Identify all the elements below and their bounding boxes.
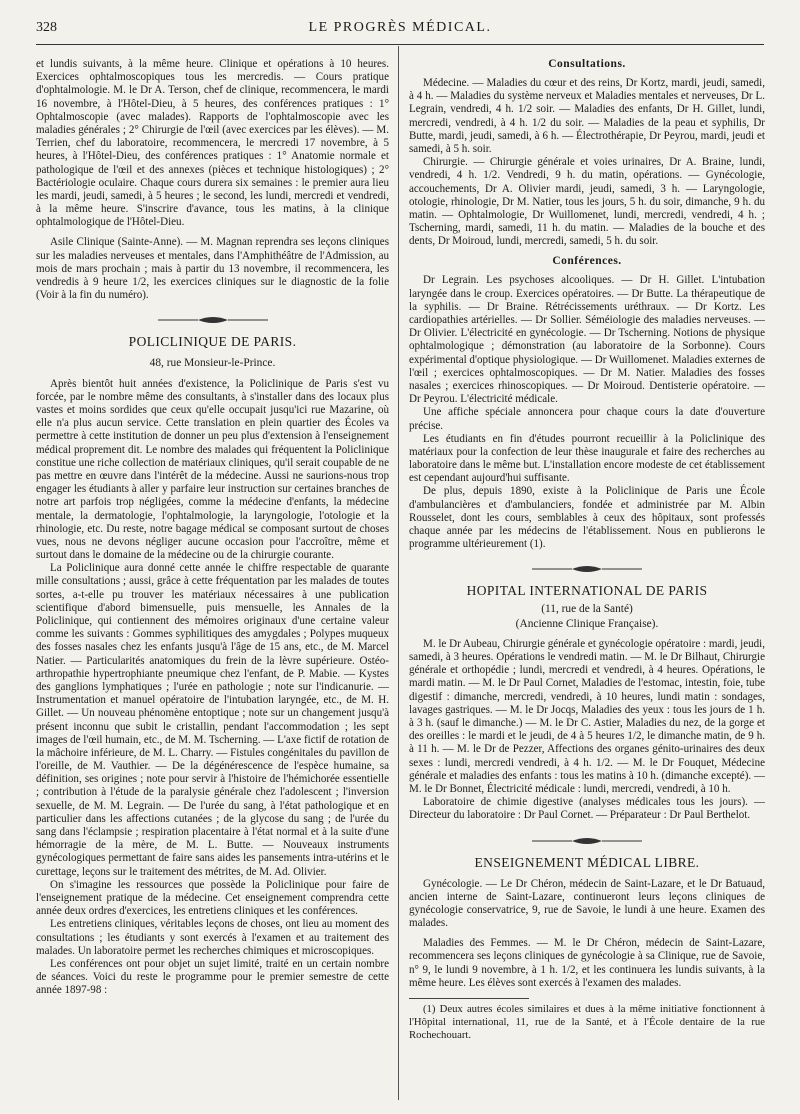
ornament-divider [158,316,268,324]
right-column [409,58,765,1100]
paragraph-policlinique-4: Les entretiens cliniques, véritables leçons de choses, ont lieu au moment des consultations ; les étudiants y sont exercés à l'examen et au traitement des malades. Un laboratoire permet les recherches chimiques et microscopiques. [36,918,389,957]
paragraph-consult-medecine: Médecine. — Maladies du cœur et des reins, Dr Kortz, mardi, jeudi, samedi, à 4 h. — Maladies du système nerveux et Maladies mentales et nerveuses, Dr L. Legrain, vendredi, 4 h. 1/2 soir. — Maladies des enfants, Dr H. Gillet, lundi, mercredi, vendredi, à 4 h. 1/2 du soir. — Maladies de la peau et syphilis, Dr Butte, mardi, jeudi, samedi, à 6 h. — Électrothérapie, Dr Peyrou, mardi, jeudi et samedi, à 5 h. soir. [409,77,765,155]
consultations-title: Consultations. [548,58,626,70]
paragraph-policlinique-5: Les conférences ont pour objet un sujet limité, traité en un certain nombre de séances. Voici du reste le programme pour le premier semestre de cette année 1897-98 : [36,957,389,997]
hopital-subtitle: (Ancienne Clinique Française). [515,617,659,630]
ornament-divider [532,565,642,573]
conferences-title: Conférences. [552,255,622,268]
section-title-enseignement: ENSEIGNEMENT MÉDICAL LIBRE. [474,854,700,870]
paragraph-gynecologie: Gynécologie. — Le Dr Chéron, médecin de Saint-Lazare, et le Dr Batuaud, ancien interne de Saint-Lazare, continueront leurs leçons cliniques de gynécologie conservatrice, 9, rue de Savoie, le lundi à une heure. Examen des malades. [409,877,765,930]
section-title-hopital: HOPITAL INTERNATIONAL DE PARIS [466,583,708,599]
section-title-policlinique: POLICLINIQUE DE PARIS. [128,334,297,350]
paragraph-policlinique-2: La Policlinique aura donné cette année le chiffre respectable de quarante mille consultations ; aussi, grâce à cette fréquentation par les malades de toutes sortes, a-t-elle pu trouver les matériaux nécessaires à une publication scientifique d'abord bimensuelle, puis mensuelle, les Annales de la Policlinique, qui contiennent des mémoires originaux d'une certaine valeur comme les suivants : Gommes syphilitiques des amygdales ; Polypes muqueux des fosses nasales chez les enfants jusqu'à l'âge de 15 ans, etc., de M. Marcel Natier. — Particularités anatomiques du frein de la lèvre supérieure. Ostéo-arthropathie hypertrophiante pneumique chez l'enfant, de P. Mabie. — Kystes des ganglions lymphatiques ; l'urée en pathologie ; note sur l'indicanurie. — Instrumentation et manuel opératoire de l'intubation laryngée, etc., de M. H. Gillet. — Un nouveau phénomène entoptique ; note sur un changement jusqu'à présent inconnu que subit le cristallin, pendant l'accommodation ; les sept images de l'œil humain, etc., de M. M. Tscherning. — L'axe fictif de rotation de la mâchoire inférieure, de M. L. Charry. — Fistules congénitales du pavillon de l'oreille, de M. Vauthier. — De la dégénérescence de l'espèce humaine, sa définition, ses origines ; note pour servir à l'histoire de l'hémichorée essentielle ; contribution à l'étude de la paralysie générale chez l'adolescent ; l'inversion sexuelle, de M. M. Legrain. — De l'urée du sang, à l'état pathologique et en particulier dans les affections cutanées ; de la glycose du sang ; de l'urée du sang dans l'éclampsie ; respiration placentaire à l'état normal et à la suite d'une hémorragie de la mère, de M. L. Butte. — Nouveaux instruments gynécologiques permettant de faire sans aides les pansements intra-utérins et le curettage, leçons sur le traitement des métrites, de M. Ad. Olivier. [36,562,389,878]
left-column [36,58,389,1100]
paragraph-asile-clinique: Asile Clinique (Sainte-Anne). — M. Magnan reprendra ses leçons cliniques sur les maladies nerveuses et mentales, dans l'Amphithéâtre de l'Admission, au mois de mars prochain ; mais à partir du 13 novembre, il recommencera, les vendredis à 9 heure 1/2, les exercices cliniques sur le diagnostic de la folie (Voir à la fin du numéro). [36,236,389,302]
paragraph-etudiants: Les étudiants en fin d'études pourront recueillir à la Policlinique des matériaux pour la confection de leur thèse inaugurale et faire des recherches au laboratoire dans le même but. L'installation encore modeste de cet établissement est cependant aujourd'hui suffisante. [409,432,765,485]
paragraph-affiche: Une affiche spéciale annoncera pour chaque cours la date d'ouverture précise. [409,406,765,432]
paragraph-ophtalmologie: et lundis suivants, à la même heure. Clinique et opérations à 10 heures. Exercices ophtalmoscopiques tous les mercredis. — Cours pratique d'ophtalmologie. M. le Dr A. Terson, chef de clinique, recommencera, le mardi 16 novembre, à l'Hôtel-Dieu, à 5 heures, des conférences pratiques : 1° Ophtalmoscopie (avec malades). Rapports de l'ophtalmoscopie avec les maladies générales ; 2° Chirurgie de l'œil (avec exercices par les élèves). — M. Terrien, chef du laboratoire, recommencera, le mercredi 17 novembre, à 5 heures, à l'Hôtel-Dieu, des conférences pratiques : 1° Anatomie normale et pathologique de l'œil et des annexes (pièces et technique histologiques) ; 2° Bactériologie oculaire. Chaque cours durera six semaines : le premier aura lieu les mardi, jeudi, samedi, à 5 heures ; le second, les lundi, mercredi et vendredi, à la même heure. S'inscrire d'avance, tous les matins, à la clinique ophtalmologique de l'Hôtel-Dieu. [36,58,389,229]
column-divider [398,46,399,1100]
paragraph-policlinique-1: Après bientôt huit années d'existence, la Policlinique de Paris s'est vu forcée, par le nombre même des consultants, à s'installer dans des locaux plus vastes et moins sordides que ceux qu'elle occupait jusqu'ici rue Mazarine, où elle n'a plus aucun service. Cette translation en plein quartier des Écoles va permettre à cette institution de donner un peu plus d'extension à l'enseignement médical proprement dit. Le nombre des malades qui fréquentent la Policlinique constitue une riche collection de matériaux cliniques, qu'il serait coupable de ne pas mettre en œuvre dans l'intérêt de la médecine. Aussi ne saurions-nous trop engager les étudiants à aller y parfaire leur instruction sur certaines branches de notre art parfois trop négligées, comme la médecine d'enfants, la médecine mentale, la dermatologie, l'ophtalmologie, la laryngologie, l'otologie et la rhinologie, etc. Du reste, notre bagage médical se composant surtout de choses vues, nous ne devons négliger aucune occasion pour l'accroître, même et surtout dans le domaine de la médecine ou de la chirurgie courante. [36,377,389,562]
ornament-divider [532,837,642,845]
paragraph-conferences: Dr Legrain. Les psychoses alcooliques. — Dr H. Gillet. L'intubation laryngée dans le croup. Exercices opératoires. — Dr Butte. La thérapeutique de la syphilis. — Dr Braine. Rétrécissements uréthraux. — Dr Kortz. Les cardiopathies artérielles. — Dr Sollier. Séméiologie des maladies nerveuses. — Dr Olivier. L'électricité en gynécologie. — Dr Tscherning. Notions de physique ophtalmologique ; démonstration (au laboratoire de la Sorbonne). Cours expérimental d'optique physiologique. — Dr Wuillomenet. Maladies externes de l'œil ; exercices ophtalmoscopiques. — Dr M. Natier. Maladies des fosses nasales ; exercices rhinoscopiques. — Dr Moiroud. Dentisterie opératoire. — Dr Peyrou. L'électricité médicale. [409,274,765,406]
footnote-text: (1) Deux autres écoles similaires et dues à la même initiative fonctionnent à l'Hôpital international, 11, rue de la Santé, et à l'École dentaire de la rue Rochechouart. [409,1003,765,1041]
page-number: 328 [36,20,57,35]
paragraph-laboratoire: Laboratoire de chimie digestive (analyses médicales tous les jours). — Directeur du laboratoire : Dr Paul Cornet. — Préparateur : Dr Paul Berthelot. [409,796,765,822]
hopital-address: (11, rue de la Santé) [541,603,633,616]
section-address-policlinique: 48, rue Monsieur-le-Prince. [149,357,276,370]
footnote [409,1003,765,1041]
paragraph-ecole-ambulancieres: De plus, depuis 1890, existe à la Policlinique de Paris une École d'ambulancières et d'ambulanciers, fondée et administrée par M. Albin Rousselet, dont les cours, semblables à ceux des hôpitaux, sont professés chaque année par les médecins de l'établissement. Nous en publierons le programme ultérieurement (1). [409,485,765,551]
paragraph-consult-chirurgie: Chirurgie. — Chirurgie générale et voies urinaires, Dr A. Braine, lundi, vendredi, 4 h. 1/2. Vendredi, 9 h. du matin, opérations. — Gynécologie, accouchements, Dr A. Olivier mardi, jeudi, samedi, 3 h. — Laryngologie, otologie, rhinologie, Dr M. Natier, tous les jours, 5 h. du soir, dimanche, 9 h. du matin. — Ophtalmologie, Dr Wuillomenet, lundi, mercredi, vendredi, 4 h. ; Tscherning, mardi, samedi, 11 h. du matin. — Maladies de la bouche et des dents, Dr Moiroud, lundi, mercredi, samedi, 5 h. du soir. [409,156,765,248]
paragraph-policlinique-3: On s'imagine les ressources que possède la Policlinique pour faire de l'enseignement pratique de la médecine. Cet enseignement comprendra cette année deux ordres d'exercices, les entretiens cliniques et les conférences. [36,878,389,918]
footnote-rule [409,998,529,999]
journal-title: LE PROGRÈS MÉDICAL. [308,20,492,35]
paragraph-maladies-femmes: Maladies des Femmes. — M. le Dr Chéron, médecin de Saint-Lazare, recommencera ses leçons cliniques de gynécologie à sa Clinique, rue de Savoie, n° 9, le lundi 9 novembre, à 1 h. 1/2, et les continuera les lundis suivants, à la même heure. Les élèves sont exercés à l'examen des malades. [409,937,765,989]
page-header [36,16,764,40]
paragraph-hopital: M. le Dr Aubeau, Chirurgie générale et gynécologie opératoire : mardi, jeudi, samedi, à 3 heures. Opérations le vendredi matin. — M. le Dr Bilhaut, Chirurgie générale et orthopédie ; lundi, mercredi et vendredi, à 4 heures. Opérations, le mardi matin. — M. le Dr Paul Cornet, Maladies de l'estomac, intestin, foie, tube digestif : dimanche, mercredi, vendredi, à 10 heures, lundi matin : sondages, lavages gastriques. — M. le Dr Jocqs, Maladies des yeux : tous les jours de 1 h. à 3 h. (sauf le dimanche.) — M. le Dr C. Astier, Maladies du nez, de la gorge et des oreilles : le mardi et le jeudi, de 4 à 5 heures 1/2, le dimanche matin, de 9 h. à 11 h. — M. le Dr de Pezzer, Affections des organes génito-urinaires des deux sexes : lundi, mercredi vendredi, à 4 h. 1/2. — M. le Dr Fouquet, Médecine générale et maladies des enfants : tous les matins à 10 h. (dimanche excepté). — M. le Dr Bonnet, Électricité médicale : lundi, mercredi, vendredi, à 10 h. [409,637,765,795]
header-rule [36,44,764,45]
